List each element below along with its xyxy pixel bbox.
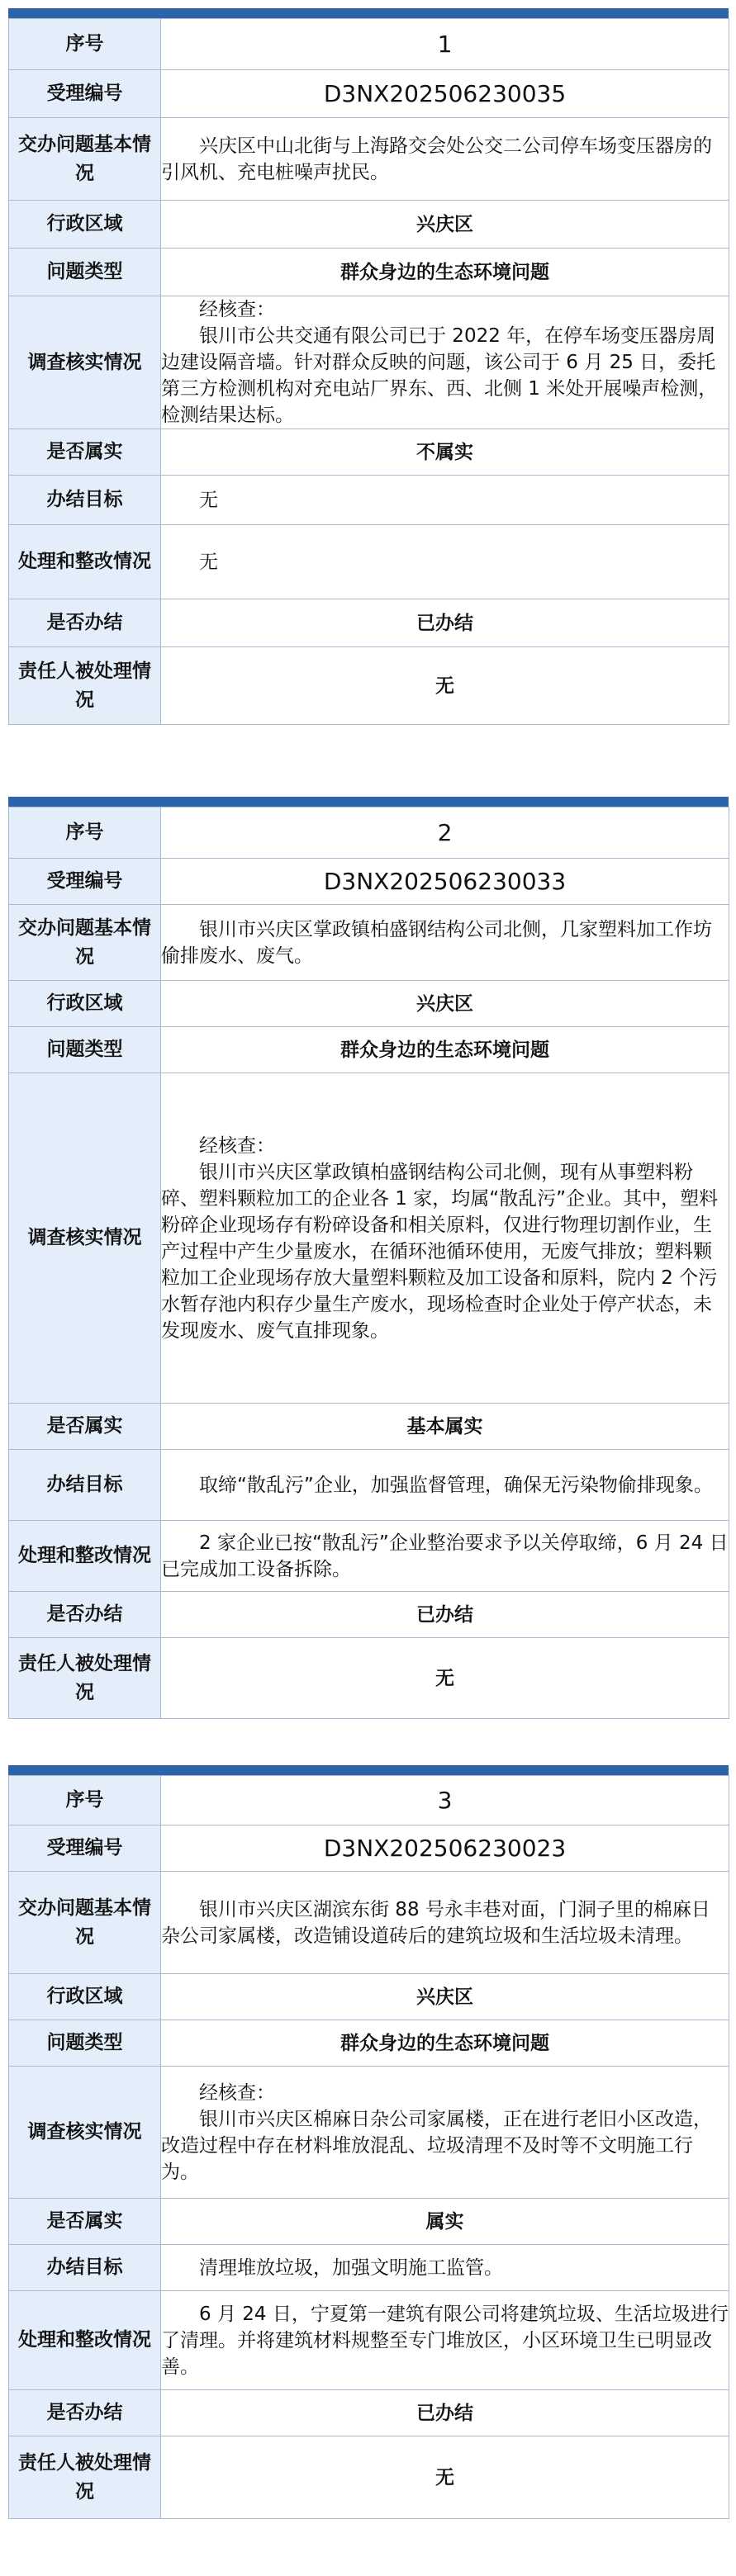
investigation-head: 经核查： [199,2081,275,2104]
id-value: D3NX202506230035 [161,70,729,118]
investigation-head: 经核查： [199,299,275,320]
responsible-value: 无 [161,2436,729,2519]
goal-label: 办结目标 [9,2245,161,2291]
goal-label: 办结目标 [9,476,161,525]
closed-value: 已办结 [161,599,729,647]
goal-value: 清理堆放垃圾，加强文明施工监管。 [199,2256,503,2279]
type-label: 问题类型 [9,249,161,296]
responsible-label: 责任人被处理情况 [9,647,161,725]
issue-value: 银川市兴庆区湖滨东街 88 号永丰巷对面，门洞子里的棉麻日杂公司家属楼，改造铺设道砖后的建筑垃圾和生活垃圾未清理。 [161,1898,710,1947]
type-value: 群众身边的生态环境问题 [161,249,729,296]
responsible-value: 无 [161,647,729,725]
issue-label: 交办问题基本情况 [9,1872,161,1974]
verified-label: 是否属实 [9,2199,161,2245]
verified-value: 不属实 [161,429,729,476]
closed-label: 是否办结 [9,599,161,647]
type-value: 群众身边的生态环境问题 [161,1027,729,1073]
record-table [8,1775,729,2519]
investigation-head: 经核查： [199,1134,275,1157]
record-header-bar [8,8,729,18]
record-table [8,807,729,1719]
responsible-value: 无 [161,1638,729,1719]
rectify-label: 处理和整改情况 [9,525,161,599]
id-value: D3NX202506230033 [161,859,729,905]
seq-label: 序号 [9,807,161,859]
seq-value: 3 [161,1776,729,1825]
area-label: 行政区域 [9,1974,161,2020]
seq-value: 1 [161,19,729,70]
type-value: 群众身边的生态环境问题 [161,2020,729,2067]
investigation-label: 调查核实情况 [9,296,161,429]
record-table [8,18,729,725]
investigation-label: 调查核实情况 [9,1073,161,1404]
area-value: 兴庆区 [161,981,729,1027]
record-header-bar [8,1765,729,1775]
goal-label: 办结目标 [9,1450,161,1521]
rectify-value: 6 月 24 日，宁夏第一建筑有限公司将建筑垃圾、生活垃圾进行了清理。并将建筑材料规整至专门堆放区，小区环境卫生已明显改善。 [161,2303,729,2378]
investigation-value: 银川市兴庆区棉麻日杂公司家属楼，正在进行老旧小区改造，改造过程中存在材料堆放混乱、垃圾清理不及时等不文明施工行为。 [161,2108,712,2183]
responsible-label: 责任人被处理情况 [9,1638,161,1719]
investigation-value: 银川市兴庆区掌政镇柏盛钢结构公司北侧，现有从事塑料粉碎、塑料颗粒加工的企业各 1 家，均属“散乱污”企业。其中，塑料粉碎企业现场存有粉碎设备和相关原料，仅进行物理切割作业，生产过程中产生少量废水，在循环池循环使用，无废气排放；塑料颗粒加工企业现场存放大量塑料颗粒及加工设备和原料，院内 2 个污水暂存池内积存少量生产废水，现场检查时企业处于停产状态，未发现废水、废气直排现象。 [161,1161,719,1342]
id-label: 受理编号 [9,70,161,118]
closed-value: 已办结 [161,1592,729,1638]
responsible-label: 责任人被处理情况 [9,2436,161,2519]
rectify-label: 处理和整改情况 [9,2291,161,2390]
record-card-3 [8,1765,729,2519]
area-value: 兴庆区 [161,201,729,249]
area-value: 兴庆区 [161,1974,729,2020]
rectify-label: 处理和整改情况 [9,1521,161,1592]
area-label: 行政区域 [9,201,161,249]
investigation-value: 银川市公共交通有限公司已于 2022 年，在停车场变压器房周边建设隔音墙。针对群众反映的问题，该公司于 6 月 25 日，委托第三方检测机构对充电站厂界东、西、北侧 1 米处开展噪声检测，检测结果达标。 [161,325,718,426]
issue-value: 银川市兴庆区掌政镇柏盛钢结构公司北侧，几家塑料加工作坊偷排废水、废气。 [161,918,712,967]
closed-label: 是否办结 [9,1592,161,1638]
type-label: 问题类型 [9,2020,161,2067]
rectify-value: 2 家企业已按“散乱污”企业整治要求予以关停取缔，6 月 24 日已完成加工设备拆除。 [161,1532,729,1580]
issue-label: 交办问题基本情况 [9,905,161,981]
seq-value: 2 [161,807,729,859]
verified-label: 是否属实 [9,429,161,476]
area-label: 行政区域 [9,981,161,1027]
seq-label: 序号 [9,19,161,70]
id-value: D3NX202506230023 [161,1825,729,1872]
id-label: 受理编号 [9,859,161,905]
goal-value: 无 [199,489,218,511]
verified-label: 是否属实 [9,1404,161,1450]
verified-value: 属实 [161,2199,729,2245]
id-label: 受理编号 [9,1825,161,1872]
issue-label: 交办问题基本情况 [9,118,161,201]
record-header-bar [8,797,729,807]
goal-value: 取缔“散乱污”企业，加强监督管理，确保无污染物偷排现象。 [199,1474,713,1496]
verified-value: 基本属实 [161,1404,729,1450]
type-label: 问题类型 [9,1027,161,1073]
closed-label: 是否办结 [9,2390,161,2436]
issue-value: 兴庆区中山北街与上海路交会处公交二公司停车场变压器房的引风机、充电桩噪声扰民。 [161,135,712,183]
record-card-1 [8,8,729,725]
closed-value: 已办结 [161,2390,729,2436]
investigation-label: 调查核实情况 [9,2067,161,2199]
rectify-value: 无 [199,551,218,573]
record-card-2 [8,797,729,1719]
seq-label: 序号 [9,1776,161,1825]
